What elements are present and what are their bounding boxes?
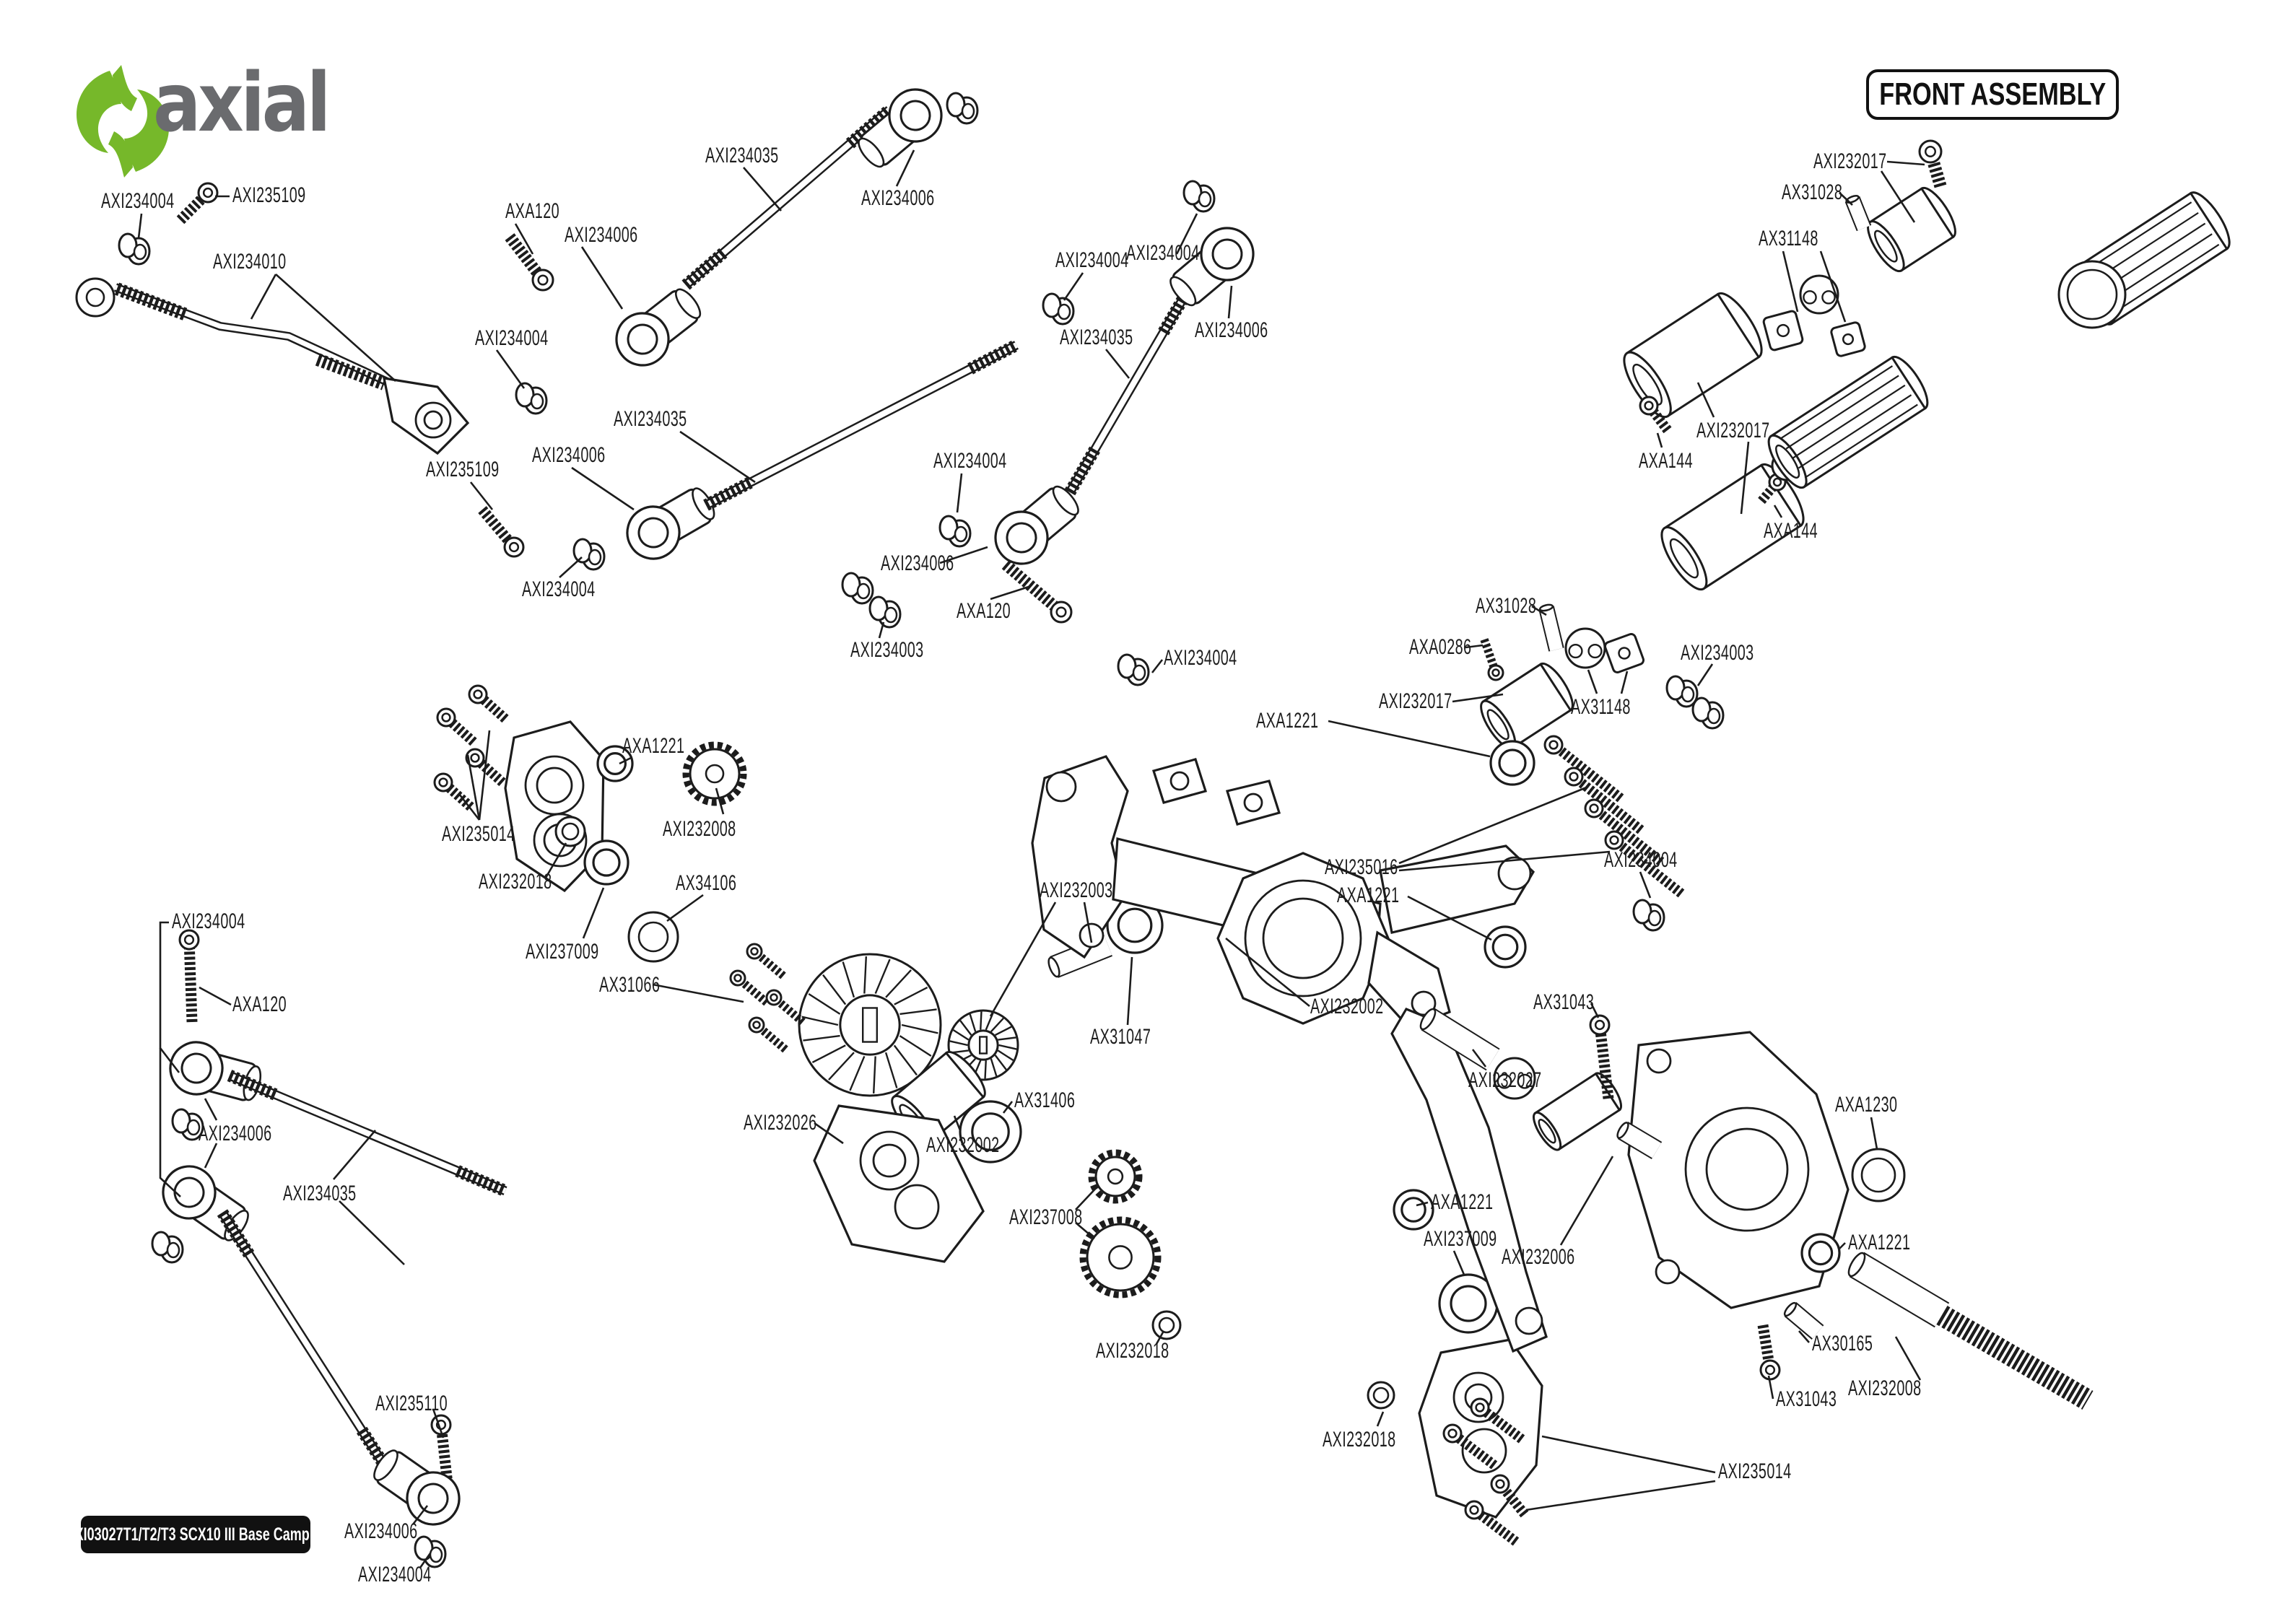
leader-line: [1657, 433, 1662, 448]
leader-line: [205, 1143, 217, 1168]
leader-line: [334, 1130, 375, 1179]
part-label-axi232002: AXI232002: [1310, 995, 1384, 1018]
part-label-axi234035: AXI234035: [705, 144, 779, 167]
part-label-ax31043: AX31043: [1776, 1387, 1837, 1411]
leader-line: [1887, 162, 1925, 165]
part-label-axi232026: AXI232026: [744, 1111, 817, 1135]
leader-line: [515, 224, 533, 254]
leader-line: [1473, 1049, 1486, 1067]
part-label-axi234004: AXI234004: [933, 449, 1007, 473]
part-label-axi234003: AXI234003: [850, 638, 924, 662]
part-label-axa120: AXA120: [957, 599, 1011, 623]
part-label-axi234010: AXI234010: [213, 250, 287, 274]
part-label-axi234004: AXI234004: [1604, 848, 1678, 872]
leader-line: [1799, 1331, 1809, 1343]
part-label-ax31066: AX31066: [599, 973, 661, 997]
leader-line: [897, 150, 914, 186]
leader-line: [1621, 671, 1627, 694]
leader-line: [1399, 852, 1610, 870]
title-box: [1866, 69, 2119, 120]
leader-line: [1839, 1243, 1845, 1249]
leader-line: [1152, 660, 1162, 673]
part-label-axi235109: AXI235109: [232, 183, 306, 207]
part-label-axa120: AXA120: [505, 199, 560, 223]
part-label-ax31028: AX31028: [1782, 180, 1843, 204]
leader-line: [990, 586, 1031, 599]
leader-line: [1377, 1412, 1383, 1426]
part-label-axi235110: AXI235110: [375, 1392, 448, 1415]
leader-line: [497, 350, 524, 388]
part-label-axa1221: AXA1221: [1256, 709, 1319, 733]
part-label-axa120: AXA120: [232, 992, 287, 1016]
part-label-axa144: AXA144: [1764, 519, 1818, 543]
part-label-axi232003: AXI232003: [1040, 878, 1113, 902]
part-label-axi234006: AXI234006: [344, 1519, 418, 1543]
part-label-axi234006: AXI234006: [532, 443, 606, 467]
part-label-axi232017: AXI232017: [1696, 419, 1770, 442]
part-label-axi234004: AXI234004: [358, 1563, 432, 1586]
part-label-axi234035: AXI234035: [614, 407, 687, 431]
part-label-axi235014: AXI235014: [442, 822, 515, 846]
leader-line: [1698, 664, 1712, 686]
leader-line: [1896, 1337, 1920, 1380]
part-label-axi235109: AXI235109: [426, 458, 500, 481]
part-label-ax31047: AX31047: [1090, 1025, 1151, 1049]
leader-line: [1416, 1202, 1428, 1205]
part-label-axi232008: AXI232008: [1848, 1376, 1922, 1400]
part-label-axi234006: AXI234006: [861, 186, 935, 210]
part-label-ax31148: AX31148: [1571, 695, 1631, 719]
leader-line: [583, 888, 604, 938]
leader-line: [1064, 273, 1083, 300]
part-label-axa0286: AXA0286: [1409, 635, 1472, 659]
leader-line: [582, 247, 622, 309]
leader-line: [471, 482, 492, 510]
part-label-axi235016: AXI235016: [1325, 855, 1398, 879]
part-label-ax31028: AX31028: [1476, 594, 1537, 618]
leader-line: [680, 432, 755, 482]
leader-line: [1003, 1101, 1012, 1113]
leader-line: [1774, 505, 1782, 518]
leader-line: [1881, 171, 1914, 222]
model-badge: [51, 1516, 340, 1553]
part-label-axi234004: AXI234004: [1164, 646, 1237, 670]
leader-line: [1783, 251, 1798, 312]
leader-line: [1399, 787, 1588, 863]
part-label-axi232018: AXI232018: [1096, 1339, 1169, 1363]
leader-line: [716, 788, 723, 814]
part-label-axa1221: AXA1221: [1337, 883, 1400, 907]
leader-line: [814, 1123, 843, 1143]
leader-line: [619, 758, 631, 764]
leader-line: [1640, 872, 1650, 898]
part-label-ax30165: AX30165: [1812, 1332, 1873, 1355]
leader-line: [199, 987, 231, 1005]
part-label-axi234004: AXI234004: [475, 326, 549, 350]
part-label-axi234035: AXI234035: [1060, 326, 1133, 349]
part-label-ax31043: AX31043: [1533, 990, 1595, 1014]
part-label-axa1221: AXA1221: [1848, 1231, 1911, 1254]
leader-line: [339, 1201, 404, 1265]
part-label-axi234035: AXI234035: [283, 1182, 357, 1205]
part-label-axi234006: AXI234006: [565, 223, 638, 247]
part-label-axi234004: AXI234004: [1126, 241, 1200, 265]
leader-line: [1084, 902, 1092, 943]
leader-line: [1871, 1117, 1877, 1149]
leader-line: [479, 730, 489, 820]
leader-line: [990, 902, 1055, 1016]
leader-line: [1408, 896, 1491, 940]
part-label-axi237008: AXI237008: [1009, 1205, 1083, 1229]
part-label-axi237009: AXI237009: [526, 940, 599, 964]
leader-line: [1542, 1436, 1715, 1472]
part-label-axa1221: AXA1221: [622, 734, 685, 758]
leader-line: [1452, 694, 1503, 702]
leader-line: [1328, 721, 1490, 756]
leader-line: [1769, 1376, 1773, 1399]
leader-line: [1741, 442, 1748, 514]
page-title: FRONT ASSEMBLY: [1879, 77, 2106, 112]
model-badge-text: C-AXI03027T1/T2/T3 SCX10 III Base Camp RTR: [51, 1524, 340, 1545]
leader-line: [1128, 957, 1132, 1025]
part-label-axi232017: AXI232017: [1813, 149, 1887, 173]
leader-line: [957, 473, 962, 512]
part-label-axi237009: AXI237009: [1424, 1227, 1497, 1251]
leader-line: [1821, 251, 1845, 322]
leader-line: [879, 622, 884, 638]
leader-line: [559, 557, 582, 577]
part-label-axi232017: AXI232017: [1379, 689, 1452, 713]
leader-line: [205, 1099, 217, 1120]
leader-line: [251, 274, 276, 319]
leader-line: [653, 985, 744, 1002]
leader-line: [744, 167, 781, 211]
leader-line: [1106, 349, 1129, 378]
part-label-ax34106: AX34106: [676, 871, 737, 895]
part-label-axa1221: AXA1221: [1431, 1190, 1494, 1214]
leader-line: [139, 214, 141, 238]
part-label-axa1230: AXA1230: [1835, 1093, 1898, 1117]
part-label-axi234004: AXI234004: [1055, 248, 1129, 272]
leader-line: [667, 895, 703, 921]
part-label-axi234003: AXI234003: [1681, 641, 1754, 665]
part-label-axi234006: AXI234006: [199, 1122, 272, 1145]
part-label-axi234004: AXI234004: [522, 577, 596, 601]
leader-line: [954, 1116, 960, 1130]
part-label-axi232002: AXI232002: [926, 1133, 1000, 1157]
part-label-ax31406: AX31406: [1014, 1088, 1076, 1112]
part-label-axi234004: AXI234004: [101, 189, 175, 213]
part-label-axi232027: AXI232027: [1468, 1068, 1542, 1092]
part-label-axi232018: AXI232018: [1323, 1428, 1396, 1451]
part-label-axi234006: AXI234006: [881, 551, 954, 575]
part-label-axi232018: AXI232018: [479, 870, 552, 894]
part-label-axi232006: AXI232006: [1502, 1245, 1575, 1269]
part-label-axi234004: AXI234004: [172, 909, 245, 933]
leader-line: [1229, 286, 1232, 318]
leader-line: [1561, 1156, 1613, 1245]
leader-line: [1454, 1251, 1464, 1275]
part-label-axi234006: AXI234006: [1195, 318, 1268, 342]
brand-wordmark: axial: [153, 56, 328, 150]
leader-line: [160, 922, 179, 1073]
leader-line: [276, 274, 396, 381]
leader-line: [1226, 938, 1310, 1006]
leader-line: [572, 468, 634, 510]
leader-line: [468, 755, 479, 820]
part-label-axi232008: AXI232008: [663, 817, 736, 841]
leader-line: [1698, 383, 1714, 417]
part-label-axa144: AXA144: [1639, 449, 1694, 473]
part-label-ax31148: AX31148: [1759, 227, 1818, 250]
leader-line: [1588, 670, 1597, 694]
part-label-axi235014: AXI235014: [1718, 1459, 1792, 1483]
leader-line: [1526, 1481, 1715, 1510]
